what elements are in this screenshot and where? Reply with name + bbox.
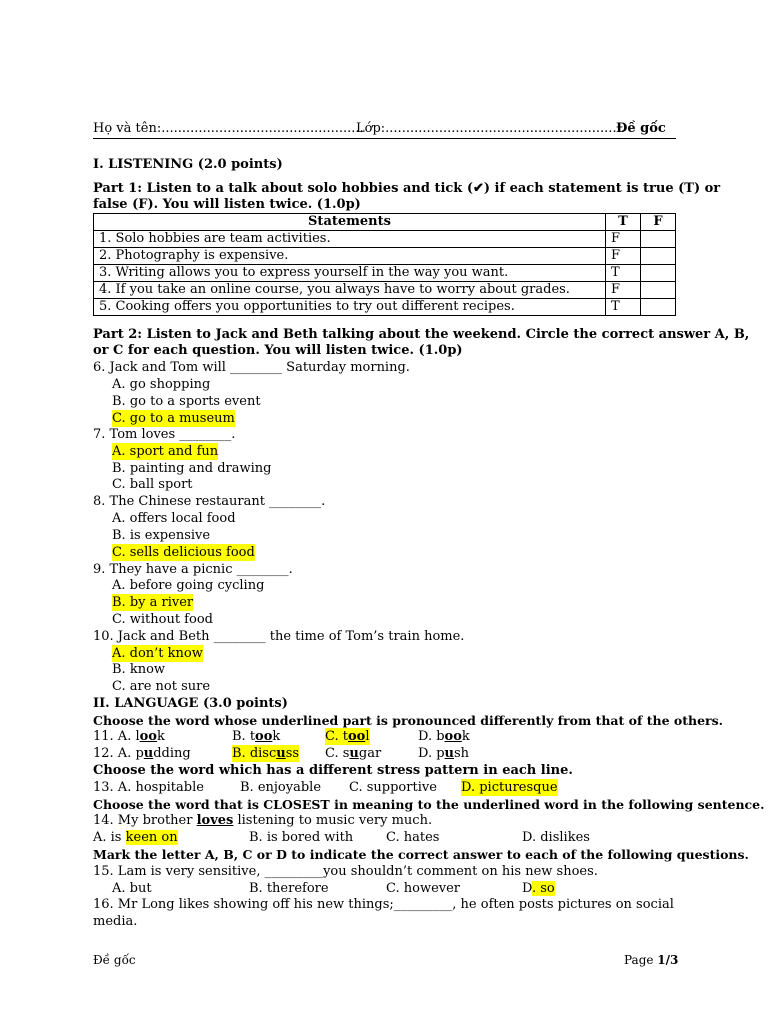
true-header: T — [606, 214, 641, 231]
q14-option-b[interactable]: B. is bored with — [249, 830, 354, 845]
q10-option-a-answer[interactable]: A. don’t know — [112, 646, 203, 661]
name-field-label: Họ và tên:................................................. — [93, 121, 364, 136]
language-title: II. LANGUAGE (3.0 points) — [93, 696, 288, 711]
q12-option-a[interactable]: 12. A. pudding — [93, 746, 191, 761]
table-row — [94, 282, 676, 299]
closest-meaning-instruction: Choose the word that is CLOSEST in meaning to the underlined word in the following sentence. — [93, 797, 765, 812]
q14-option-c[interactable]: C. hates — [386, 830, 440, 845]
header-divider — [93, 138, 676, 139]
q9-option-b-answer[interactable]: B. by a river — [112, 595, 194, 610]
class-field-label: Lớp:.......................................................... — [356, 121, 625, 136]
part1-instruction-line2: false (F). You will listen twice. (1.0p) — [93, 197, 361, 212]
q15-option-a[interactable]: A. but — [112, 881, 152, 896]
part2-instruction-line1: Part 2: Listen to Jack and Beth talking about the weekend. Circle the correct answer A, B, — [93, 327, 750, 342]
q12-option-c[interactable]: C. sugar — [325, 746, 382, 761]
false-cell[interactable] — [641, 299, 676, 316]
q11-option-d[interactable]: D. book — [418, 729, 470, 744]
q14-option-a-answer[interactable]: A. is keen on — [93, 830, 178, 845]
true-cell[interactable]: F — [606, 282, 641, 299]
table-row — [94, 248, 676, 265]
q7-option-a-answer[interactable]: A. sport and fun — [112, 444, 219, 459]
q6-option-c-answer[interactable]: C. go to a museum — [112, 411, 235, 426]
question-16-stem-line1: 16. Mr Long likes showing off his new things;_________, he often posts pictures on social — [93, 897, 674, 912]
q15-option-b[interactable]: B. therefore — [249, 881, 329, 896]
statement-text: 2. Photography is expensive. — [94, 248, 606, 265]
part2-instruction-line2: or C for each question. You will listen twice. (1.0p) — [93, 343, 463, 358]
q14-option-d[interactable]: D. dislikes — [522, 830, 590, 845]
q12-option-d[interactable]: D. push — [418, 746, 470, 761]
statement-text: 5. Cooking offers you opportunities to try out different recipes. — [94, 299, 606, 316]
true-cell[interactable]: F — [606, 248, 641, 265]
q6-option-a[interactable]: A. go shopping — [112, 377, 211, 392]
q7-option-c[interactable]: C. ball sport — [112, 477, 193, 492]
question-16-stem-line2: media. — [93, 914, 138, 929]
question-10-stem: 10. Jack and Beth ________ the time of Tom’s train home. — [93, 629, 465, 644]
q8-option-b[interactable]: B. is expensive — [112, 528, 211, 543]
table-row — [94, 231, 676, 248]
q13-option-a[interactable]: 13. A. hospitable — [93, 780, 204, 795]
question-7-stem: 7. Tom loves ________. — [93, 427, 236, 442]
question-6-stem: 6. Jack and Tom will ________ Saturday morning. — [93, 360, 410, 375]
false-header: F — [641, 214, 676, 231]
q15-option-c[interactable]: C. however — [386, 881, 461, 896]
q13-option-c[interactable]: C. supportive — [349, 780, 437, 795]
q10-option-b[interactable]: B. know — [112, 662, 166, 677]
statement-text: 1. Solo hobbies are team activities. — [94, 231, 606, 248]
q11-option-a[interactable]: 11. A. look — [93, 729, 165, 744]
q11-option-b[interactable]: B. took — [232, 729, 281, 744]
false-cell[interactable] — [641, 282, 676, 299]
mark-letter-instruction: Mark the letter A, B, C or D to indicate the correct answer to each of the following questions. — [93, 847, 749, 862]
table-header-row — [94, 214, 676, 231]
question-15-stem: 15. Lam is very sensitive, _________you shouldn’t comment on his new shoes. — [93, 864, 598, 879]
pronunciation-instruction: Choose the word whose underlined part is pronounced differently from that of the others. — [93, 713, 724, 728]
statement-text: 4. If you take an online course, you always have to worry about grades. — [94, 282, 606, 299]
q11-option-c-answer[interactable]: C. tool — [325, 729, 370, 744]
table-row — [94, 265, 676, 282]
q9-option-c[interactable]: C. without food — [112, 612, 213, 627]
question-9-stem: 9. They have a picnic ________. — [93, 562, 293, 577]
table-row — [94, 299, 676, 316]
true-cell[interactable]: T — [606, 299, 641, 316]
q13-option-b[interactable]: B. enjoyable — [240, 780, 322, 795]
page-number: Page 1/3 — [624, 953, 679, 967]
q7-option-b[interactable]: B. painting and drawing — [112, 461, 272, 476]
statements-table — [93, 213, 676, 316]
q15-option-d-answer[interactable]: D. so — [522, 881, 555, 896]
statement-text: 3. Writing allows you to express yourself in the way you want. — [94, 265, 606, 282]
exam-version: Đề gốc — [616, 121, 666, 136]
statements-header: Statements — [94, 214, 606, 231]
q6-option-b[interactable]: B. go to a sports event — [112, 394, 261, 409]
q13-option-d-answer[interactable]: D. picturesque — [461, 780, 558, 795]
q10-option-c[interactable]: C. are not sure — [112, 679, 211, 694]
footer-version: Đề gốc — [93, 953, 136, 967]
true-cell[interactable]: T — [606, 265, 641, 282]
true-cell[interactable]: F — [606, 231, 641, 248]
q12-option-b-answer[interactable]: B. discuss — [232, 746, 300, 761]
listening-title: I. LISTENING (2.0 points) — [93, 157, 283, 172]
part1-instruction-line1: Part 1: Listen to a talk about solo hobbies and tick (✔) if each statement is true (T) or — [93, 181, 721, 196]
false-cell[interactable] — [641, 231, 676, 248]
q8-option-a[interactable]: A. offers local food — [112, 511, 236, 526]
stress-instruction: Choose the word which has a different stress pattern in each line. — [93, 763, 573, 778]
question-8-stem: 8. The Chinese restaurant ________. — [93, 494, 326, 509]
q8-option-c-answer[interactable]: C. sells delicious food — [112, 545, 255, 560]
false-cell[interactable] — [641, 265, 676, 282]
q9-option-a[interactable]: A. before going cycling — [112, 578, 265, 593]
question-14-stem: 14. My brother loves listening to music very much. — [93, 813, 433, 828]
false-cell[interactable] — [641, 248, 676, 265]
